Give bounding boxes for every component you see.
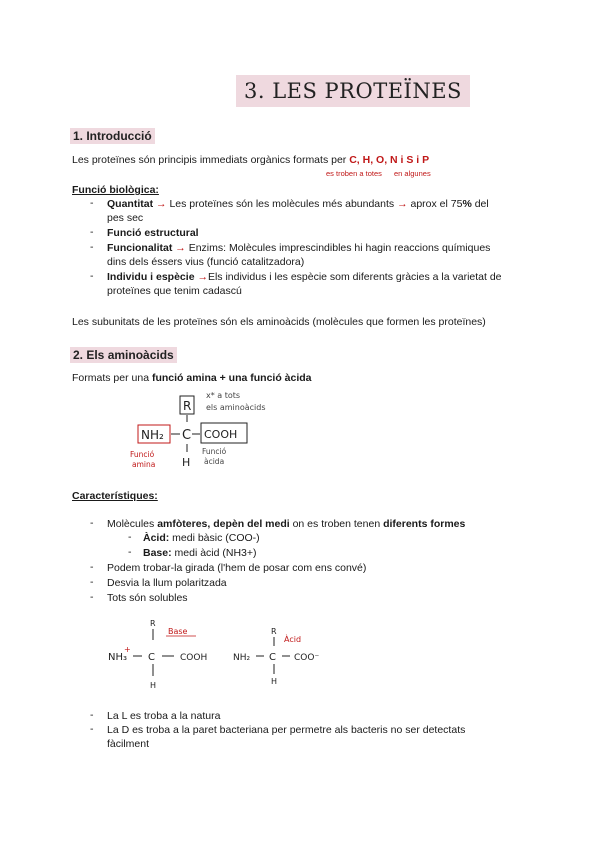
bullet-dash: - xyxy=(90,226,94,238)
nh2-label: NH₂ xyxy=(141,428,164,442)
funcio-acida-label: Funció xyxy=(202,447,227,456)
funcio-amina-label-2: amina xyxy=(132,460,156,469)
list-item-amfoteres xyxy=(107,517,465,531)
elements-highlight: C, H, O, N i S i P xyxy=(349,154,430,166)
arrow-icon: → xyxy=(175,242,186,254)
term: Quantitat xyxy=(107,198,154,210)
arrow-icon: → xyxy=(397,198,408,210)
bullet-dash: - xyxy=(90,709,94,721)
term: Funcionalitat xyxy=(107,242,173,254)
note-all-aminoacids: x* a tots xyxy=(206,391,241,400)
item-text: aprox el 75 xyxy=(407,198,463,210)
cooh-label: COOH xyxy=(180,653,208,663)
r-label: R xyxy=(150,619,156,628)
list-item-continuation: dins dels éssers vius (funció catalitzadora) xyxy=(107,256,305,268)
bullet-dash: - xyxy=(90,517,94,529)
sub-text: medi àcid (NH3+) xyxy=(171,547,257,559)
subunits-paragraph: Les subunitats de les proteïnes són els aminoàcids (molècules que formen les proteïnes) xyxy=(72,316,486,328)
list-item-continuation: fàcilment xyxy=(107,738,150,750)
bold-text: diferents formes xyxy=(383,518,466,530)
list-item-paret-bacteriana: La D es troba a la paret bacteriana per permetre als bacteris no ser detectats xyxy=(107,724,466,736)
funcio-acida-label-2: àcida xyxy=(204,457,225,466)
carbon-label: C xyxy=(148,652,155,663)
sub-bullet-dash: - xyxy=(128,531,132,543)
acid-label: Àcid xyxy=(284,635,302,644)
intro-paragraph xyxy=(72,153,429,167)
h-label: H xyxy=(271,677,278,686)
bullet-dash: - xyxy=(90,723,94,735)
bold-text: amfòteres, depèn del medi xyxy=(157,518,290,530)
item-text: del xyxy=(471,198,489,210)
sub-label: Àcid: xyxy=(143,532,170,544)
formats-bold: funció amina + una funció àcida xyxy=(151,372,312,384)
aminoacid-structure-diagram xyxy=(128,386,318,476)
acid-form xyxy=(233,627,319,686)
carbon-label: C xyxy=(182,428,192,443)
percent-sign: % xyxy=(462,198,472,210)
sub-text: medi bàsic (COO-) xyxy=(169,532,260,544)
sub-item-base xyxy=(143,546,257,560)
bullet-dash: - xyxy=(90,270,94,282)
note-algunes: en algunes xyxy=(394,169,431,178)
sub-bullet-dash: - xyxy=(128,546,132,558)
carbon-label: C xyxy=(269,652,276,663)
h-label: H xyxy=(150,681,157,690)
bullet-dash: - xyxy=(90,241,94,253)
list-item-continuation: pes sec xyxy=(107,212,144,224)
arrow-icon: → xyxy=(156,198,167,210)
base-form xyxy=(108,619,207,690)
list-item-individu xyxy=(107,270,502,284)
list-item-natura: La L es troba a la natura xyxy=(107,710,221,722)
item-text: Les proteïnes són les molècules més abundants xyxy=(169,198,398,210)
item-text: Enzims: Molècules imprescindibles hi hagin reaccions químiques xyxy=(188,242,491,254)
r-label: R xyxy=(271,627,277,636)
formats-text: Formats per una xyxy=(72,372,152,384)
base-label: Base xyxy=(168,627,188,636)
list-item-llum: Desvia la llum polaritzada xyxy=(107,577,227,589)
list-item-quantitat xyxy=(107,197,489,211)
sub-item-acid xyxy=(143,531,260,545)
bullet-dash: - xyxy=(90,576,94,588)
bullet-dash: - xyxy=(90,591,94,603)
ionic-forms-diagram xyxy=(100,612,340,694)
coo-label: COO⁻ xyxy=(294,653,320,663)
bullet-dash: - xyxy=(90,197,94,209)
term: Funció estructural xyxy=(107,227,199,239)
bullet-dash: - xyxy=(90,561,94,573)
section-heading-introduccio: 1. Introducció xyxy=(70,128,155,144)
formats-paragraph xyxy=(72,371,312,385)
r-label: R xyxy=(183,399,192,413)
list-item-girada: Podem trobar-la girada (l'hem de posar com ens convé) xyxy=(107,562,367,574)
list-item-funcionalitat xyxy=(107,241,490,255)
caracteristiques-heading: Característiques: xyxy=(72,490,158,502)
h-label: H xyxy=(182,456,191,469)
intro-text: Les proteïnes són principis immediats orgànics formats per xyxy=(72,154,350,166)
item-text: Molècules xyxy=(107,518,158,530)
arrow-icon: → xyxy=(197,271,208,283)
funcio-biologica-heading: Funció biològica: xyxy=(72,184,159,196)
sub-label: Base: xyxy=(143,547,172,559)
item-text: on es troben tenen xyxy=(289,518,384,530)
list-item-continuation: proteïnes que tenim cadascú xyxy=(107,285,242,297)
list-item-estructural xyxy=(107,226,199,240)
note-totes: es troben a totes xyxy=(326,169,382,178)
note-all-aminoacids-2: els aminoàcids xyxy=(206,403,266,412)
cooh-label: COOH xyxy=(204,428,238,441)
term: Individu i espècie xyxy=(107,271,195,283)
plus-charge: + xyxy=(124,645,131,654)
nh2-label: NH₂ xyxy=(233,653,251,663)
funcio-amina-label: Funció xyxy=(130,450,155,459)
nh3-label: NH₃ xyxy=(108,652,128,663)
item-text: Els individus i les espècie som diferents gràcies a la varietat de xyxy=(207,271,502,283)
list-item-solubles: Tots són solubles xyxy=(107,592,188,604)
section-heading-aminoacids: 2. Els aminoàcids xyxy=(70,347,177,363)
page-title: 3. LES PROTEÏNES xyxy=(236,75,470,107)
